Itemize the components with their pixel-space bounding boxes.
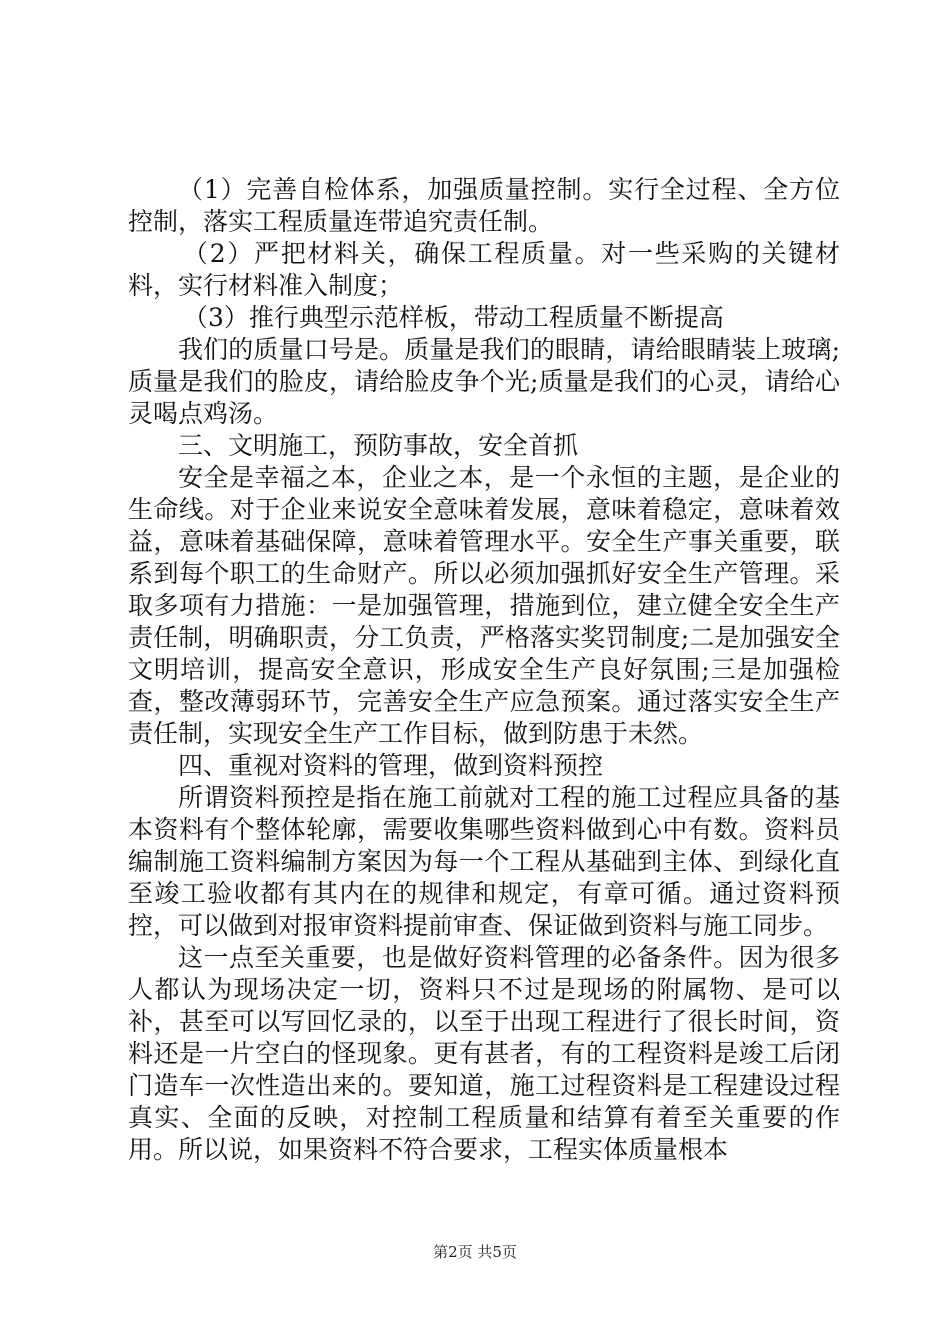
document-body: [128, 174, 840, 1166]
paragraph-item-2: （2）严把材料关，确保工程质量。对一些采购的关键材料，实行材料准入制度；: [128, 239, 840, 300]
paragraph-data-importance: 这一点至关重要，也是做好资料管理的必备条件。因为很多人都认为现场决定一切，资料只不过是现场的附属物、是可以补，甚至可以写回忆录的，以至于出现工程进行了很长时间，资料还是一片空白的怪现象。更有甚者，有的工程资料是竣工后闭门造车一次性造出来的。要知道，施工过程资料是工程建设过程真实、全面的反映，对控制工程质量和结算有着至关重要的作用。所以说，如果资料不符合要求，工程实体质量根本: [128, 943, 840, 1164]
paragraph-item-1: （1）完善自检体系，加强质量控制。实行全过程、全方位控制，落实工程质量连带追究责任制。: [128, 175, 840, 236]
paragraph-item-3: （3）推行典型示范样板，带动工程质量不断提高: [183, 303, 724, 332]
section-heading-3: 三、文明施工，预防事故，安全首抓: [178, 431, 579, 460]
page-footer: 第2页 共5页: [433, 1243, 517, 1261]
section-heading-4: 四、重视对资料的管理，做到资料预控: [178, 751, 604, 780]
paragraph-safety: 安全是幸福之本，企业之本，是一个永恒的主题，是企业的生命线。对于企业来说安全意味着发展，意味着稳定，意味着效益，意味着基础保障，意味着管理水平。安全生产事关重要，联系到每个职工的生命财产。所以必须加强抓好安全生产管理。采取多项有力措施：一是加强管理，措施到位，建立健全安全生产责任制，明确职责，分工负责，严格落实奖罚制度;二是加强安全文明培训，提高安全意识，形成安全生产良好氛围;三是加强检查，整改薄弱环节，完善安全生产应急预案。通过落实安全生产责任制，实现安全生产工作目标，做到防患于未然。: [128, 463, 840, 748]
paragraph-data-precontrol: 所谓资料预控是指在施工前就对工程的施工过程应具备的基本资料有个整体轮廓，需要收集哪些资料做到心中有数。资料员编制施工资料编制方案因为每一个工程从基础到主体、到绿化直至竣工验收都有其内在的规律和规定，有章可循。通过资料预控，可以做到对报审资料提前审查、保证做到资料与施工同步。: [128, 783, 840, 940]
paragraph-slogan: 我们的质量口号是。质量是我们的眼睛，请给眼睛装上玻璃;质量是我们的脸皮，请给脸皮争个光;质量是我们的心灵，请给心灵喝点鸡汤。: [128, 335, 840, 428]
